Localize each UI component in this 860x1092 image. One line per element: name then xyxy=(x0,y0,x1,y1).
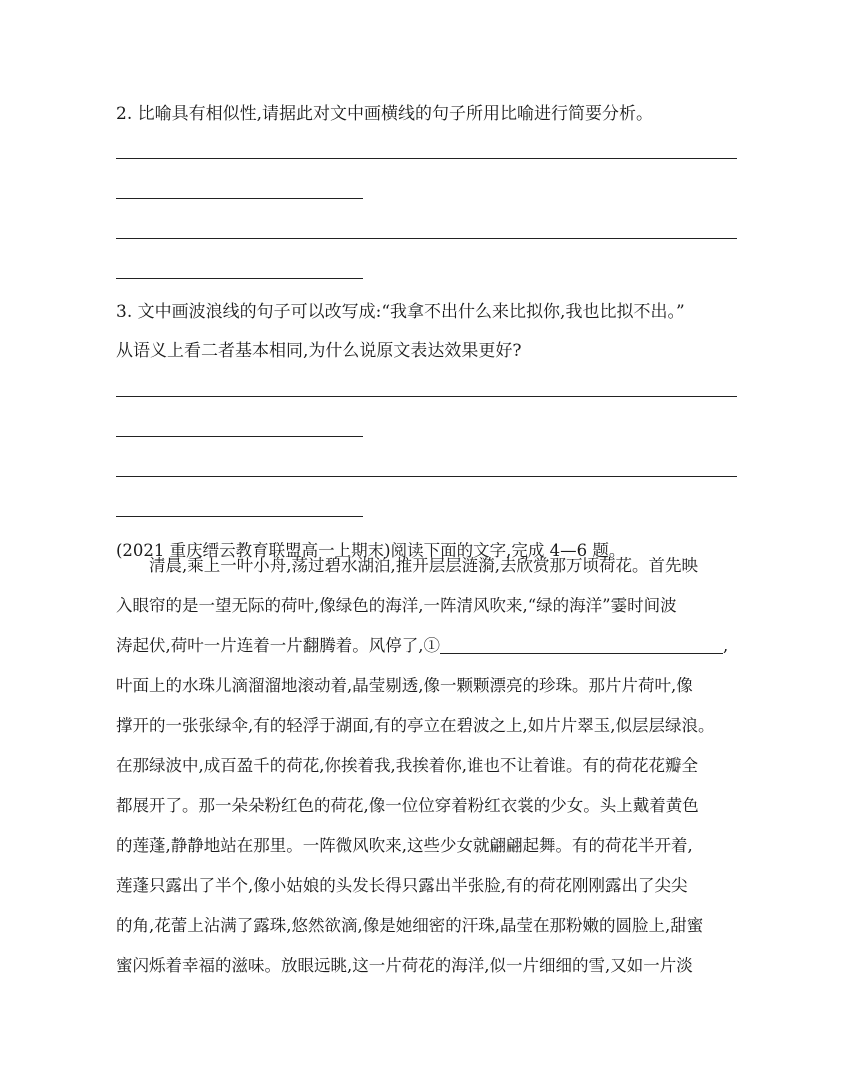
answer-line xyxy=(116,158,737,159)
passage-intro: (2021 重庆缙云教育联盟高一上期末)阅读下面的文字,完成 4—6 题。 xyxy=(116,541,626,560)
passage-line: 蜜闪烁着幸福的滋味。放眼远眺,这一片荷花的海洋,似一片细细的雪,又如一片淡 xyxy=(116,956,693,975)
answer-line xyxy=(116,516,363,517)
passage-line: 撑开的一张张绿伞,有的轻浮于湖面,有的亭立在碧波之上,如片片翠玉,似层层绿浪。 xyxy=(116,716,715,735)
answer-line xyxy=(116,198,363,199)
answer-line xyxy=(116,476,737,477)
passage-line: 叶面上的水珠儿滴溜溜地滚动着,晶莹剔透,像一颗颗漂亮的珍珠。那片片荷叶,像 xyxy=(116,676,693,695)
answer-line xyxy=(116,396,737,397)
passage-body xyxy=(116,546,740,986)
passage-line-with-blank xyxy=(116,626,740,666)
passage-line-text: , xyxy=(723,636,729,655)
passage-line: 都展开了。那一朵朵粉红色的荷花,像一位位穿着粉红衣裳的少女。头上戴着黄色 xyxy=(116,796,699,815)
answer-line xyxy=(116,278,363,279)
passage-line: 的角,花蕾上沾满了露珠,悠然欲滴,像是她细密的汗珠,晶莹在那粉嫩的圆脸上,甜蜜 xyxy=(116,916,704,935)
passage-line: 莲蓬只露出了半个,像小姑娘的头发长得只露出半张脸,有的荷花刚刚露出了尖尖 xyxy=(116,876,688,895)
passage-line: 入眼帘的是一望无际的荷叶,像绿色的海洋,一阵清风吹来,“绿的海洋”霎时间波 xyxy=(116,596,677,615)
answer-line xyxy=(116,238,737,239)
passage-line: 在那绿波中,成百盈千的荷花,你挨着我,我挨着你,谁也不让着谁。有的荷花花瓣全 xyxy=(116,756,698,775)
question-3-line-1: 3. 文中画波浪线的句子可以改写成:“我拿不出什么来比拟你,我也比拟不出。” xyxy=(116,302,685,322)
passage-line: 清晨,乘上一叶小舟,荡过碧水湖泊,推开层层涟漪,去欣赏那万顷荷花。首先映 xyxy=(149,556,698,575)
fill-in-blank-1[interactable] xyxy=(440,635,723,654)
question-2: 2. 比喻具有相似性,请据此对文中画横线的句子所用比喻进行简要分析。 xyxy=(116,104,654,124)
passage-line: 的莲蓬,静静地站在那里。一阵微风吹来,这些少女就翩翩起舞。有的荷花半开着, xyxy=(116,836,693,855)
question-3-line-2: 从语义上看二者基本相同,为什么说原文表达效果更好? xyxy=(116,341,522,361)
passage-line-text: 涛起伏,荷叶一片连着一片翻腾着。风停了,① xyxy=(116,636,440,655)
answer-line xyxy=(116,436,363,437)
